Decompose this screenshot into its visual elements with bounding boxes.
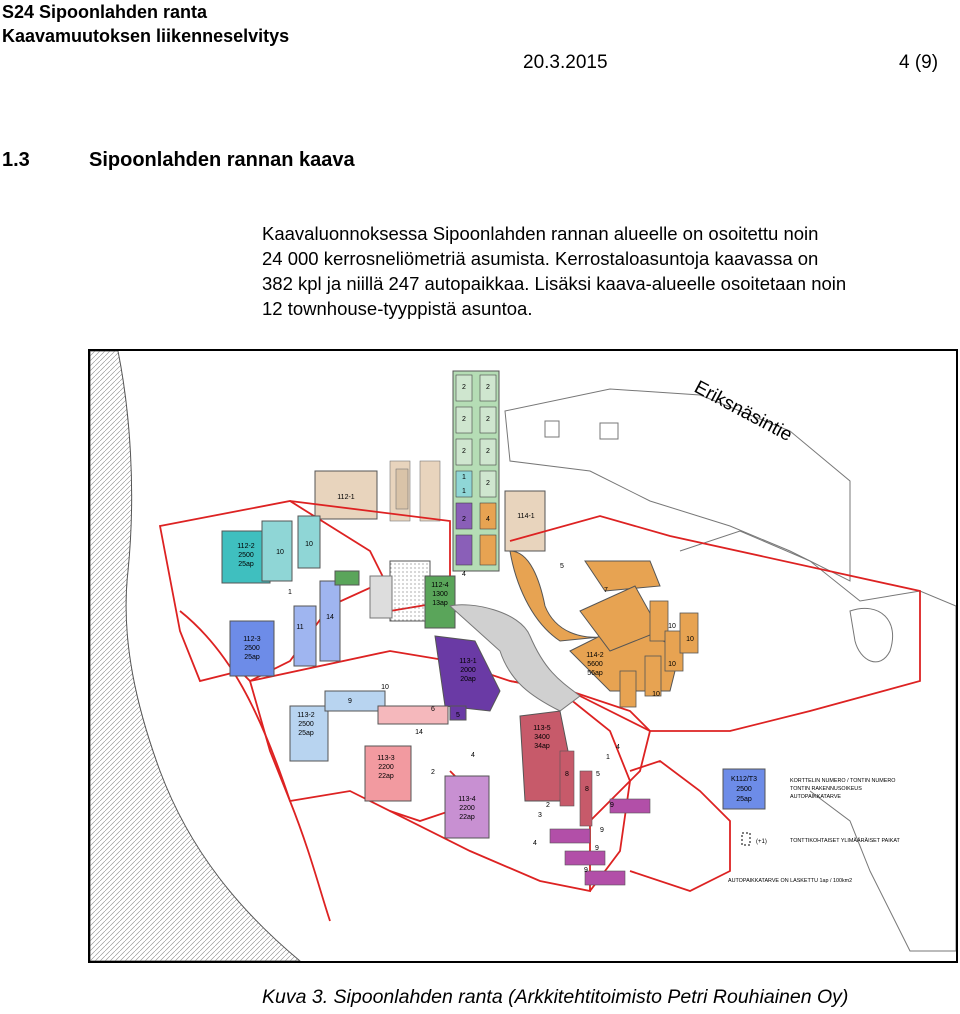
parking-count: 14 xyxy=(415,729,423,736)
parking-count: 9 xyxy=(610,802,614,809)
parking-count: 2 xyxy=(486,448,490,455)
parking-count: 7 xyxy=(604,587,608,594)
parking-count: 11 xyxy=(296,624,304,631)
block-114-1 xyxy=(505,491,545,551)
parking-count: 9 xyxy=(584,867,588,874)
label-113-1-parking: 20ap xyxy=(460,676,476,683)
parking-count: 10 xyxy=(686,636,694,643)
body-line: Kaavaluonnoksessa Sipoonlahden rannan alueelle on osoitettu noin xyxy=(262,223,819,244)
parking-count: 9 xyxy=(600,827,604,834)
label-113-5-parking: 34ap xyxy=(534,743,550,750)
label-112-4-id: 112-4 xyxy=(431,582,449,589)
label-114-2-id: 114-2 xyxy=(586,652,604,659)
parking-count: 4 xyxy=(462,571,466,578)
site-plan-map xyxy=(90,351,956,961)
legend-extra-text: TONTTIKOHTAISET YLIMÄÄRÄISET PAIKAT xyxy=(790,838,900,844)
body-paragraph xyxy=(262,221,960,321)
parking-count: 2 xyxy=(462,384,466,391)
label-112-2-parking: 25ap xyxy=(238,561,254,568)
legend-line-1: KORTTELIN NUMERO / TONTIN NUMERO xyxy=(790,778,896,784)
label-113-4-id: 113-4 xyxy=(458,796,476,803)
parking-count: 6 xyxy=(431,706,435,713)
legend-note: AUTOPAIKKATARVE ON LASKETTU 1ap / 100km2 xyxy=(728,878,853,884)
label-113-2-id: 113-2 xyxy=(297,712,315,719)
label-112-4-parking: 13ap xyxy=(432,600,448,607)
document-header-subtitle: Kaavamuutoksen liikenneselvitys xyxy=(2,26,290,46)
label-114-1: 114-1 xyxy=(517,513,535,520)
parking-count: 2 xyxy=(431,769,435,776)
body-line: 24 000 kerrosneliömetriä asumista. Kerrostaloasuntoja kaavassa on xyxy=(262,248,819,269)
parking-count: 3 xyxy=(538,812,542,819)
label-112-3-area: 2500 xyxy=(244,645,260,652)
parking-count: 2 xyxy=(486,416,490,423)
legend-line-2: TONTIN RAKENNUSOIKEUS xyxy=(790,786,862,792)
label-113-4-area: 2200 xyxy=(459,805,475,812)
parking-count: 1 xyxy=(462,474,466,481)
label-113-3-area: 2200 xyxy=(378,764,394,771)
parking-count: 2 xyxy=(486,480,490,487)
parking-count: 5 xyxy=(456,712,460,719)
label-113-5-id: 113-5 xyxy=(533,725,551,732)
parking-count: 14 xyxy=(326,614,334,621)
label-112-4-area: 1300 xyxy=(432,591,448,598)
legend-block-id: K112/T3 xyxy=(731,776,757,783)
legend-block-parking: 25ap xyxy=(736,796,752,803)
body-line: 382 kpl ja niillä 247 autopaikkaa. Lisäksi kaava-alueelle osoitetaan noin xyxy=(262,273,847,294)
parking-count: 2 xyxy=(462,448,466,455)
label-113-2-parking: 25ap xyxy=(298,730,314,737)
parking-count: 8 xyxy=(565,771,569,778)
parking-count: 10 xyxy=(668,623,676,630)
label-113-1-area: 2000 xyxy=(460,667,476,674)
section-number: 1.3 xyxy=(2,149,30,171)
parking-count: 4 xyxy=(616,744,620,751)
parking-count: 10 xyxy=(276,549,284,556)
label-112-3-id: 112-3 xyxy=(243,636,261,643)
parking-count: 1 xyxy=(462,488,466,495)
label-113-4-parking: 22ap xyxy=(459,814,475,821)
document-header-title: S24 Sipoonlahden ranta xyxy=(2,2,208,22)
parking-count: 10 xyxy=(668,661,676,668)
parking-count: 9 xyxy=(595,845,599,852)
parking-count: 4 xyxy=(533,840,537,847)
parking-count: 2 xyxy=(462,416,466,423)
parking-count: 10 xyxy=(652,691,660,698)
document-date: 20.3.2015 xyxy=(523,52,608,73)
label-113-1-id: 113-1 xyxy=(459,658,477,665)
legend-line-3: AUTOPAIKKATARVE xyxy=(790,794,842,800)
parking-count: 4 xyxy=(471,752,475,759)
legend-extra-swatch xyxy=(742,833,750,845)
parking-count: 1 xyxy=(288,589,292,596)
label-112-1: 112-1 xyxy=(337,494,355,501)
parking-count: 2 xyxy=(462,516,466,523)
parking-count: 8 xyxy=(585,786,589,793)
map-legend xyxy=(723,769,901,884)
label-113-5-area: 3400 xyxy=(534,734,550,741)
label-114-2-parking: 56ap xyxy=(587,670,603,677)
label-113-3-id: 113-3 xyxy=(377,755,395,762)
body-line: 12 townhouse-tyyppistä asuntoa. xyxy=(262,298,533,319)
label-112-2-id: 112-2 xyxy=(237,543,255,550)
parking-count: 4 xyxy=(486,516,490,523)
parking-count: 5 xyxy=(596,771,600,778)
parking-count: 1 xyxy=(606,754,610,761)
label-112-3-parking: 25ap xyxy=(244,654,260,661)
parking-count: 2 xyxy=(546,802,550,809)
road-label-eriksnasintie: Eriksnäsintie xyxy=(690,376,796,446)
site-plan-figure xyxy=(88,349,958,963)
page-number: 4 (9) xyxy=(899,52,939,73)
label-113-3-parking: 22ap xyxy=(378,773,394,780)
label-112-2-area: 2500 xyxy=(238,552,254,559)
parking-count: 9 xyxy=(348,698,352,705)
parking-count: 10 xyxy=(381,684,389,691)
legend-extra-label: (+1) xyxy=(756,839,767,845)
figure-caption: Kuva 3. Sipoonlahden ranta (Arkkitehtitoimisto Petri Rouhiainen Oy) xyxy=(262,986,849,1008)
label-114-2-area: 5600 xyxy=(587,661,603,668)
section-title: Sipoonlahden rannan kaava xyxy=(89,149,355,171)
parking-count: 10 xyxy=(305,541,313,548)
label-113-2-area: 2500 xyxy=(298,721,314,728)
parking-count: 5 xyxy=(560,563,564,570)
legend-block-area: 2500 xyxy=(736,786,752,793)
parking-count: 2 xyxy=(486,384,490,391)
